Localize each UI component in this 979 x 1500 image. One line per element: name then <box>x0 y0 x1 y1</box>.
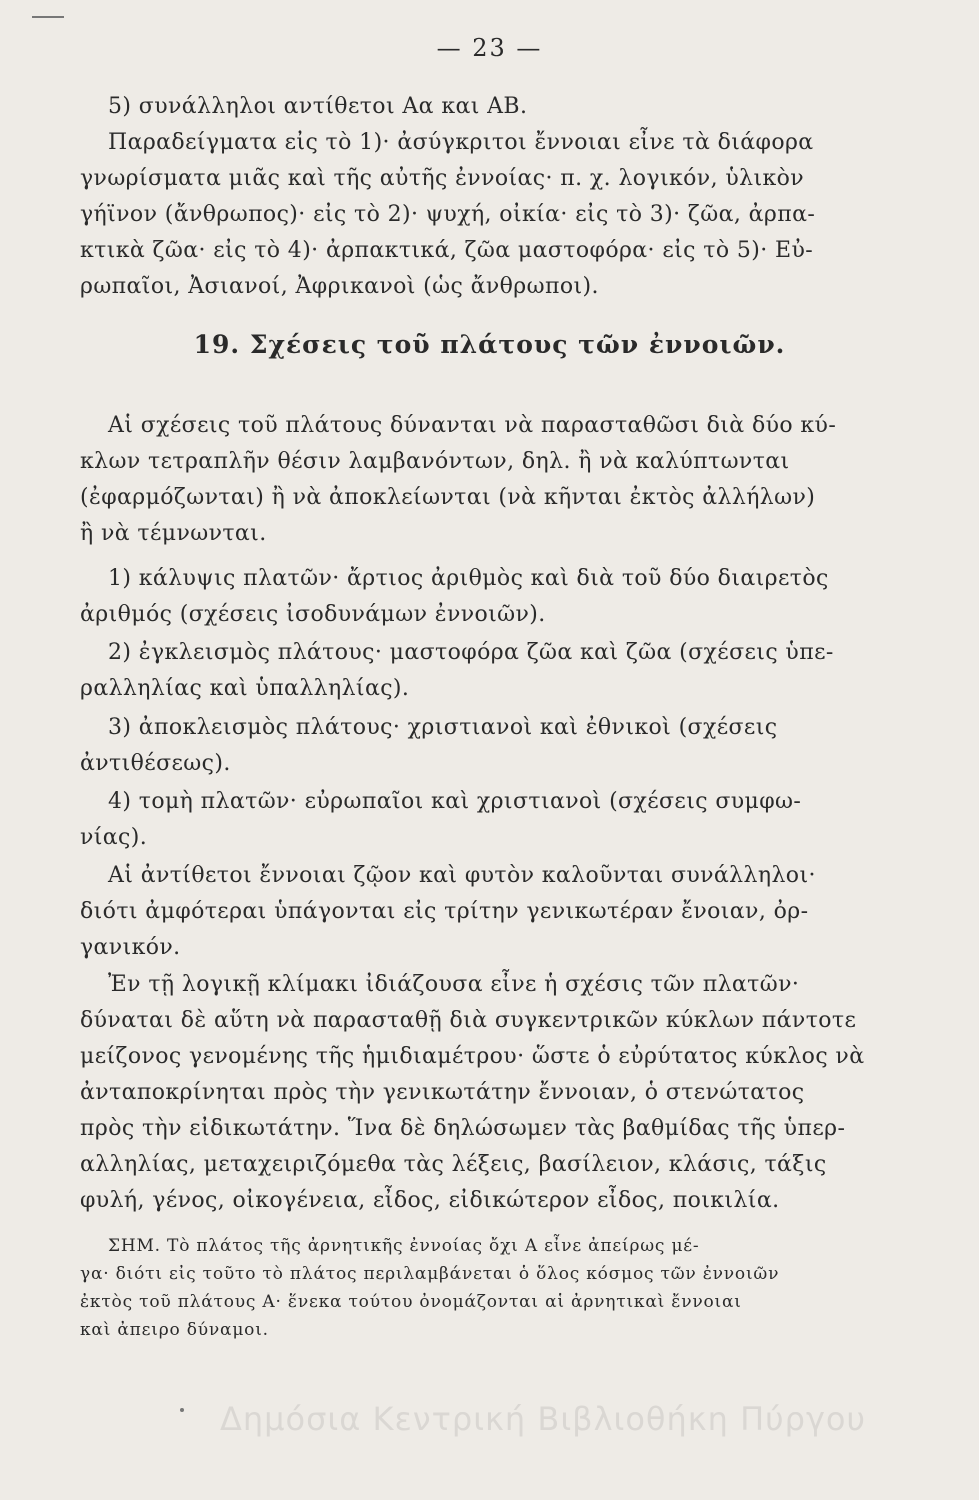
watermark: Δημόσια Κεντρική Βιβλιοθήκη Πύργου <box>220 1400 866 1438</box>
text-line: 5) συνάλληλοι αντίθετοι Αα και ΑΒ. <box>108 94 528 119</box>
text-line: νίας). <box>80 825 148 850</box>
text-line: ἢ νὰ τέμνωνται. <box>80 521 267 546</box>
text-line: 1) κάλυψις πλατῶν· ἄρτιος ἀριθμὸς καὶ διὰ τοῦ δύο διαιρετὸς <box>108 566 829 591</box>
text-line: ἀριθμός (σχέσεις ἰσοδυνάμων ἐννοιῶν). <box>80 602 546 627</box>
text-line: πρὸς τὴν εἰδικωτάτην. Ἵνα δὲ δηλώσωμεν τὰς βαθμίδας τῆς ὑπερ- <box>80 1116 846 1141</box>
text-line: γανικόν. <box>80 935 181 960</box>
text-line: Ἐν τῇ λογικῇ κλίμακι ἰδιάζουσα εἶνε ἡ σχέσις τῶν πλατῶν· <box>108 972 800 997</box>
text-line: 3) ἀποκλεισμὸς πλάτους· χριστιανοὶ καὶ ἐθνικοὶ (σχέσεις <box>108 715 778 740</box>
text-line: δύναται δὲ αὕτη νὰ παρασταθῇ διὰ συγκεντρικῶν κύκλων πάντοτε <box>80 1008 857 1033</box>
text-line: διότι ἀμφότεραι ὑπάγονται εἰς τρίτην γενικωτέραν ἔνοιαν, ὀρ- <box>80 899 809 924</box>
text-line: (ἐφαρμόζωνται) ἢ νὰ ἀποκλείωνται (νὰ κῆνται ἐκτὸς ἀλλήλων) <box>80 485 816 510</box>
text-line: γνωρίσματα μιᾶς καὶ τῆς αὐτῆς ἐννοίας· π. χ. λογικόν, ὑλικὸν <box>80 166 805 191</box>
page-number: — 23 — <box>436 34 543 62</box>
text-line: φυλή, γένος, οἰκογένεια, εἶδος, εἰδικώτερον εἶδος, ποικιλία. <box>80 1188 780 1213</box>
text-line: ραλληλίας καὶ ὑπαλληλίας). <box>80 676 410 701</box>
note-line: καὶ ἀπειρο δύναμοι. <box>80 1320 269 1340</box>
note-line: ἐκτὸς τοῦ πλάτους Α· ἕνεκα τούτου ὀνομάζονται αἱ ἀρνητικαὶ ἔννοιαι <box>80 1292 742 1312</box>
text-line: κλων τετραπλῆν θέσιν λαμβανόντων, δηλ. ἢ νὰ καλύπτωνται <box>80 449 790 474</box>
note-line: ΣΗΜ. Τὸ πλάτος τῆς ἀρνητικῆς ἐννοίας ὄχι Α εἶνε ἀπείρως μέ- <box>108 1236 700 1256</box>
corner-mark <box>32 10 64 18</box>
ink-dot <box>180 1408 184 1412</box>
text-line: Αἱ σχέσεις τοῦ πλάτους δύνανται νὰ παρασταθῶσι διὰ δύο κύ- <box>108 413 837 438</box>
text-line: 4) τομὴ πλατῶν· εὐρωπαῖοι καὶ χριστιανοὶ (σχέσεις συμφω- <box>108 789 802 814</box>
text-line: γήϊνον (ἄνθρωπος)· εἰς τὸ 2)· ψυχή, οἰκία· εἰς τὸ 3)· ζῶα, ἀρπα- <box>80 202 816 227</box>
text-line: Παραδείγματα εἰς τὸ 1)· ἀσύγκριτοι ἔννοιαι εἶνε τὰ διάφορα <box>108 130 814 155</box>
text-line: 2) ἐγκλεισμὸς πλάτους· μαστοφόρα ζῶα καὶ ζῶα (σχέσεις ὑπε- <box>108 640 834 665</box>
text-line: ρωπαῖοι, Ἀσιανοί, Ἀφρικανοὶ (ὡς ἄνθρωποι). <box>80 274 599 299</box>
text-line: μείζονος γενομένης τῆς ἡμιδιαμέτρου· ὥστε ὁ εὐρύτατος κύκλος νὰ <box>80 1044 865 1069</box>
text-line: αλληλίας, μεταχειριζόμεθα τὰς λέξεις, βασίλειον, κλάσις, τάξις <box>80 1152 827 1177</box>
text-line: ἀνταποκρίνηται πρὸς τὴν γενικωτάτην ἔννοιαν, ὁ στενώτατος <box>80 1080 805 1105</box>
note-line: γα· διότι εἰς τοῦτο τὸ πλάτος περιλαμβάνεται ὁ ὅλος κόσμος τῶν ἐννοιῶν <box>80 1264 780 1284</box>
section-heading: 19. Σχέσεις τοῦ πλάτους τῶν ἐννοιῶν. <box>193 330 786 359</box>
text-line: Αἱ ἀντίθετοι ἔννοιαι ζῷον καὶ φυτὸν καλοῦνται συνάλληλοι· <box>108 863 816 888</box>
text-line: κτικὰ ζῶα· εἰς τὸ 4)· ἀρπακτικά, ζῶα μαστοφόρα· εἰς τὸ 5)· Εὐ- <box>80 238 814 263</box>
text-line: ἀντιθέσεως). <box>80 751 231 776</box>
